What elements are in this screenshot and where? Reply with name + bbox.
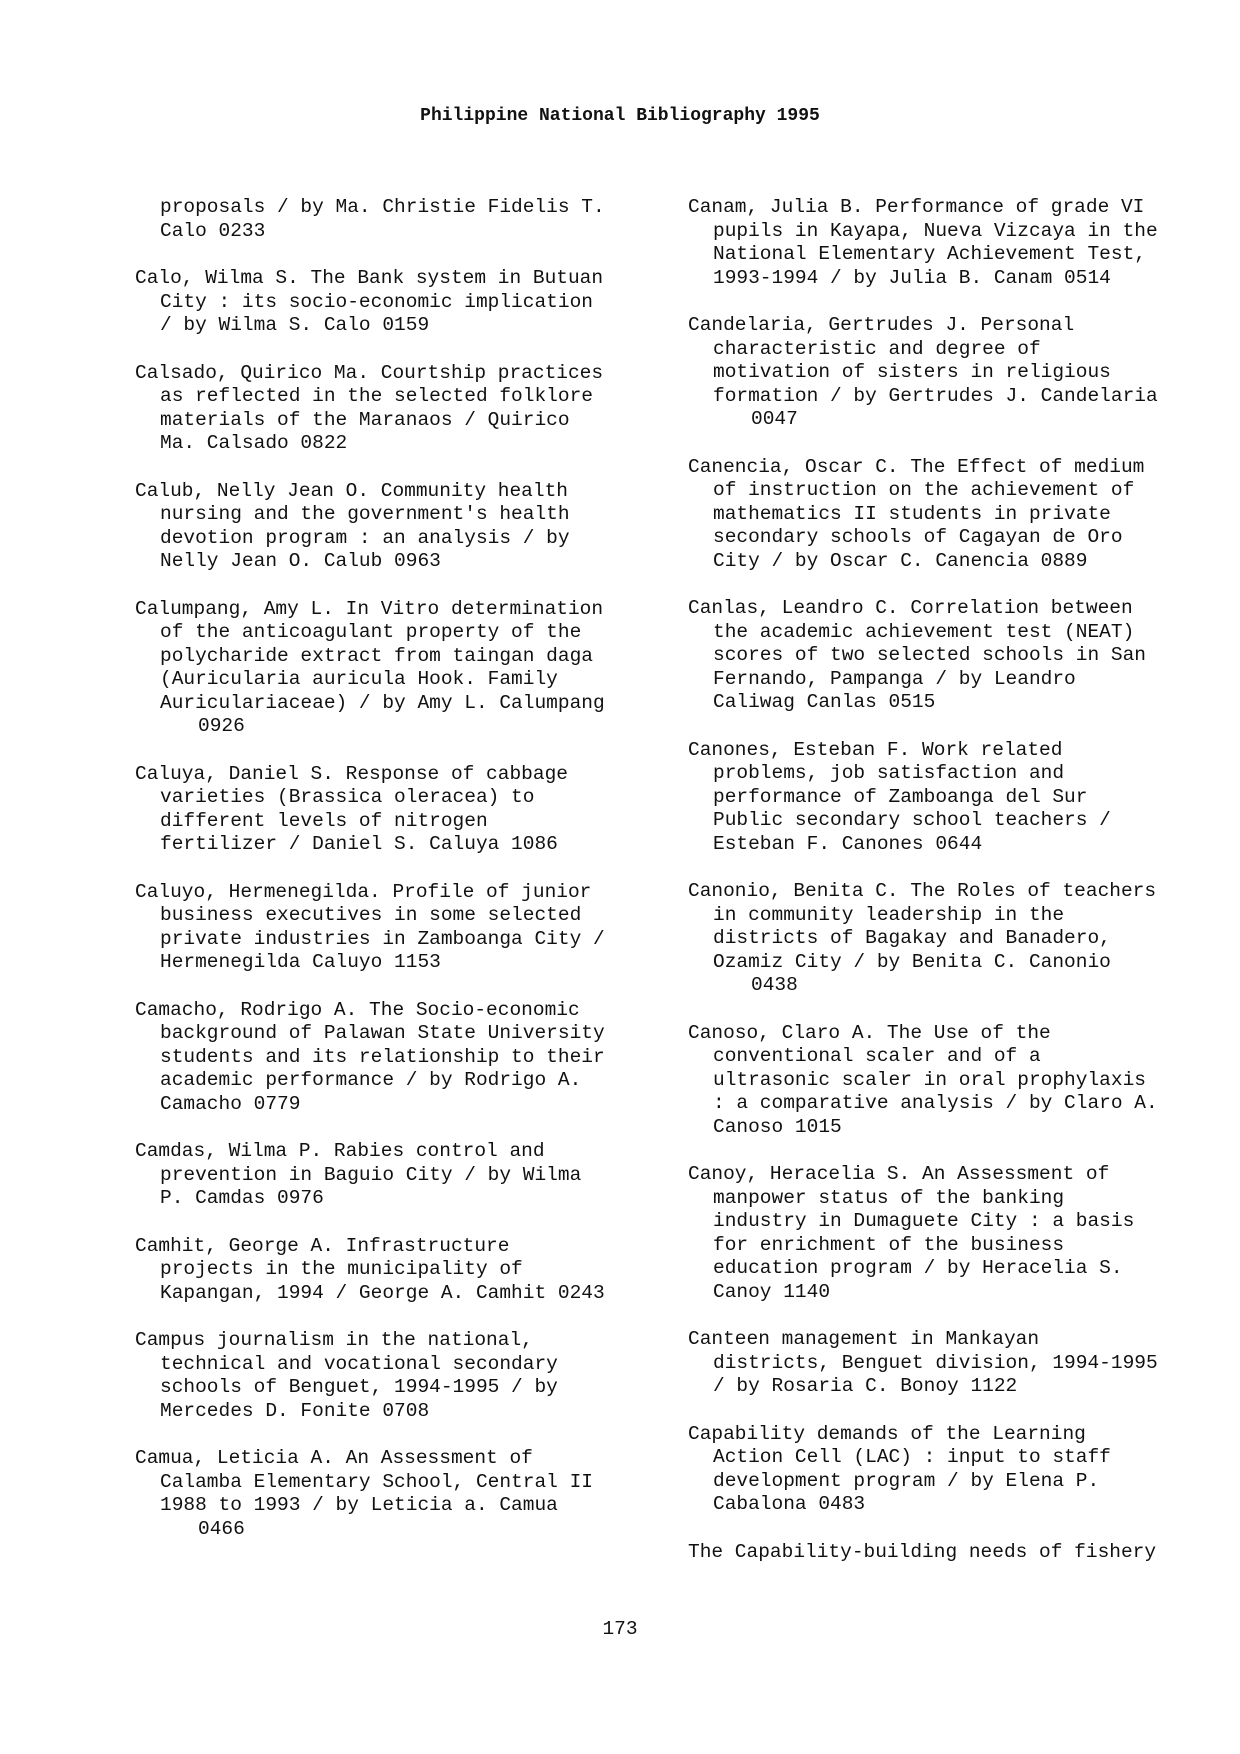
bibliography-entry <box>135 881 655 975</box>
entry-line: scores of two selected schools in San <box>713 644 1146 666</box>
entry-line: performance of Zamboanga del Sur <box>713 785 1088 808</box>
entry-line: Ma. Calsado 0822 <box>160 432 348 454</box>
entry-line: prevention in Baguio City / by Wilma <box>160 1163 582 1186</box>
entry-line: / by Rosaria C. Bonoy 1122 <box>713 1375 1018 1397</box>
entry-line: Calo, Wilma S. The Bank system in Butuan <box>135 267 604 289</box>
bibliography-entry <box>135 196 655 243</box>
entry-line: Public secondary school teachers / <box>713 809 1111 831</box>
bibliography-entry <box>135 1447 655 1541</box>
entry-line: materials of the Maranaos / Quirico <box>160 408 570 431</box>
bibliography-entry <box>688 196 1208 290</box>
entry-line: Calo 0233 <box>160 219 266 242</box>
entry-line: manpower status of the banking <box>713 1186 1065 1209</box>
left-column <box>135 196 655 1565</box>
entry-line: districts, Benguet division, 1994-1995 <box>713 1351 1158 1374</box>
bibliography-entry <box>688 1328 1208 1399</box>
entry-line: Camhit, George A. Infrastructure <box>135 1234 510 1257</box>
bibliography-entry <box>135 763 655 857</box>
entry-line: in community leadership in the <box>713 903 1065 926</box>
entry-line: business executives in some selected <box>160 904 582 926</box>
entry-line: Canones, Esteban F. Work related <box>688 738 1063 761</box>
bibliography-entry <box>688 1541 1208 1565</box>
entry-line: districts of Bagakay and Banadero, <box>713 927 1111 949</box>
entry-line: ultrasonic scaler in oral prophylaxis <box>713 1068 1146 1091</box>
entry-line: development program / by Elena P. <box>713 1469 1100 1492</box>
entry-line: varieties (Brassica oleracea) to <box>160 786 535 808</box>
right-column <box>688 196 1208 1588</box>
entry-line: Calamba Elementary School, Central II <box>160 1470 593 1493</box>
page-number: 173 <box>602 1618 638 1640</box>
entry-line: polycharide extract from taingan daga <box>160 644 593 667</box>
entry-line: 1988 to 1993 / by Leticia a. Camua <box>160 1494 558 1516</box>
bibliography-entry <box>688 1163 1208 1304</box>
entry-line: Camacho 0779 <box>160 1092 301 1115</box>
entry-line: the academic achievement test (NEAT) <box>713 620 1135 643</box>
page-title: Philippine National Bibliography 1995 <box>420 106 820 126</box>
bibliography-entry <box>688 456 1208 574</box>
entry-line: Hermenegilda Caluyo 1153 <box>160 951 441 973</box>
entry-line: proposals / by Ma. Christie Fidelis T. <box>160 196 605 218</box>
entry-line: conventional scaler and of a <box>713 1045 1041 1067</box>
entry-line: Kapangan, 1994 / George A. Camhit 0243 <box>160 1281 605 1304</box>
entry-line: of instruction on the achievement of <box>713 479 1135 501</box>
entry-line: Canteen management in Mankayan <box>688 1328 1040 1350</box>
entry-number: 0926 <box>198 715 245 737</box>
bibliography-entry <box>688 1022 1208 1140</box>
bibliography-entry <box>135 480 655 574</box>
entry-line: formation / by Gertrudes J. Candelaria <box>713 384 1158 407</box>
bibliography-entry <box>688 739 1208 857</box>
bibliography-entry <box>135 999 655 1117</box>
entry-line: Calumpang, Amy L. In Vitro determination <box>135 597 604 620</box>
entry-line: different levels of nitrogen <box>160 809 488 832</box>
entry-line: Esteban F. Canones 0644 <box>713 832 983 855</box>
entry-line: nursing and the government's health <box>160 503 570 525</box>
entry-line: Auriculariaceae) / by Amy L. Calumpang <box>160 691 605 714</box>
entry-line: Canoy, Heracelia S. An Assessment of <box>688 1163 1110 1185</box>
entry-line: Caluyo, Hermenegilda. Profile of junior <box>135 880 592 903</box>
entry-line: problems, job satisfaction and <box>713 762 1065 784</box>
entry-number: 0466 <box>198 1517 245 1540</box>
bibliography-entry <box>135 598 655 739</box>
bibliography-entry <box>135 267 655 338</box>
entry-line: Cabalona 0483 <box>713 1493 866 1515</box>
entry-line: Fernando, Pampanga / by Leandro <box>713 667 1076 690</box>
entry-line: Ozamiz City / by Benita C. Canonio <box>713 950 1111 973</box>
entry-line: Nelly Jean O. Calub 0963 <box>160 550 441 572</box>
entry-line: students and its relationship to their <box>160 1045 605 1068</box>
entry-line: Candelaria, Gertrudes J. Personal <box>688 314 1075 336</box>
entry-number: 0047 <box>751 408 798 430</box>
entry-line: Canoso, Claro A. The Use of the <box>688 1021 1051 1044</box>
entry-line: pupils in Kayapa, Nueva Vizcaya in the <box>713 219 1158 242</box>
entry-line: The Capability-building needs of fishery <box>688 1540 1157 1563</box>
entry-line: of the anticoagulant property of the <box>160 621 582 643</box>
entry-line: devotion program : an analysis / by <box>160 526 570 549</box>
entry-line: Action Cell (LAC) : input to staff <box>713 1446 1111 1468</box>
bibliography-entry <box>688 880 1208 998</box>
entry-line: 1993-1994 / by Julia B. Canam 0514 <box>713 266 1111 289</box>
entry-line: projects in the municipality of <box>160 1258 523 1280</box>
bibliography-entry <box>135 362 655 456</box>
entry-line: Capability demands of the Learning <box>688 1422 1086 1445</box>
entry-line: P. Camdas 0976 <box>160 1187 324 1209</box>
entry-line: Campus journalism in the national, <box>135 1329 533 1351</box>
bibliography-entry <box>688 314 1208 432</box>
entry-line: Canam, Julia B. Performance of grade VI <box>688 196 1145 218</box>
entry-line: as reflected in the selected folklore <box>160 385 593 407</box>
entry-line: Canoso 1015 <box>713 1115 842 1138</box>
entry-line: Canencia, Oscar C. The Effect of medium <box>688 455 1145 478</box>
bibliography-entry <box>135 1329 655 1423</box>
entry-line: Camua, Leticia A. An Assessment of <box>135 1447 533 1469</box>
entry-line: background of Palawan State University <box>160 1022 605 1044</box>
entry-line: Calsado, Quirico Ma. Courtship practices <box>135 361 604 384</box>
entry-line: mathematics II students in private <box>713 502 1111 525</box>
entry-line: technical and vocational secondary <box>160 1352 558 1375</box>
entry-line: Caluya, Daniel S. Response of cabbage <box>135 762 568 785</box>
entry-line: fertilizer / Daniel S. Caluya 1086 <box>160 833 558 855</box>
entry-line: industry in Dumaguete City : a basis <box>713 1210 1135 1232</box>
entry-line: Mercedes D. Fonite 0708 <box>160 1399 430 1422</box>
entry-line: Camdas, Wilma P. Rabies control and <box>135 1140 545 1162</box>
bibliography-entry <box>135 1235 655 1306</box>
entry-line: Camacho, Rodrigo A. The Socio-economic <box>135 998 580 1021</box>
entry-line: Calub, Nelly Jean O. Community health <box>135 479 568 502</box>
entry-line: schools of Benguet, 1994-1995 / by <box>160 1376 558 1398</box>
entry-line: Canoy 1140 <box>713 1280 831 1303</box>
entry-line: City / by Oscar C. Canencia 0889 <box>713 549 1088 572</box>
bibliography-entry <box>688 1423 1208 1517</box>
entry-line: characteristic and degree of <box>713 337 1041 360</box>
entry-line: City : its socio-economic implication <box>160 290 593 313</box>
entry-line: Canlas, Leandro C. Correlation between <box>688 597 1133 619</box>
entry-line: motivation of sisters in religious <box>713 361 1111 383</box>
entry-line: / by Wilma S. Calo 0159 <box>160 314 430 336</box>
entry-line: (Auricularia auricula Hook. Family <box>160 668 558 690</box>
entry-number: 0438 <box>751 974 798 996</box>
bibliography-entry <box>688 597 1208 715</box>
entry-line: : a comparative analysis / by Claro A. <box>713 1092 1158 1114</box>
entry-line: secondary schools of Cagayan de Oro <box>713 526 1123 548</box>
entry-line: Canonio, Benita C. The Roles of teachers <box>688 880 1157 902</box>
entry-line: National Elementary Achievement Test, <box>713 243 1146 265</box>
bibliography-entry <box>135 1140 655 1211</box>
entry-line: academic performance / by Rodrigo A. <box>160 1069 582 1091</box>
entry-line: for enrichment of the business <box>713 1233 1065 1256</box>
entry-line: education program / by Heracelia S. <box>713 1257 1123 1279</box>
entry-line: Caliwag Canlas 0515 <box>713 691 936 713</box>
entry-line: private industries in Zamboanga City / <box>160 927 605 950</box>
